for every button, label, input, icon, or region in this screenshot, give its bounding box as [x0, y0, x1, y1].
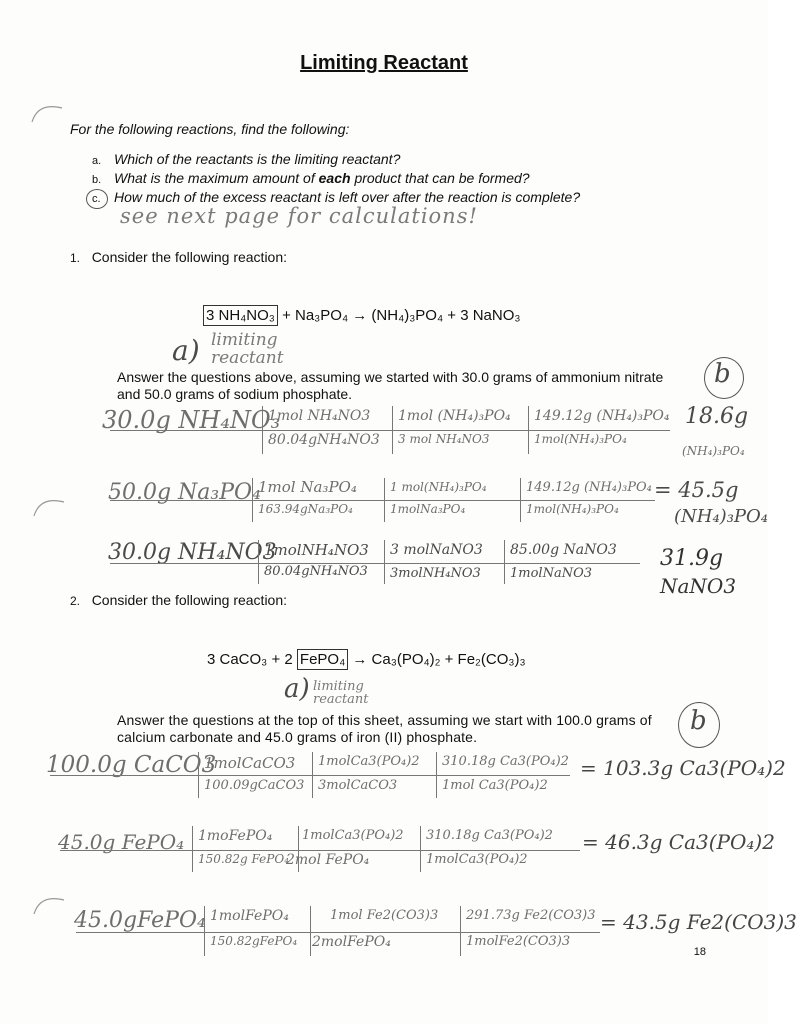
calc-denominator: 1molNaNO3 [510, 566, 593, 581]
question-b: b. What is the maximum amount of each product that can be formed? [92, 170, 530, 186]
calc-result: = 43.5g Fe2(CO3)3 [600, 910, 797, 934]
problem-2-equation: 3 CaCO₃ + 2 FePO₄ → Ca₃(PO₄)₂ + Fe₂(CO₃)₃ [207, 651, 526, 668]
calc-denominator: 1mol Ca3(PO₄)2 [442, 778, 548, 793]
calc-denominator: 80.04gNH₄NO3 [268, 432, 380, 448]
calc-numerator: 1molNH₄NO3 [264, 541, 369, 559]
annotation-b: b [690, 706, 707, 736]
question-a: a. Which of the reactants is the limiting reactant? [92, 151, 401, 167]
calc-result-unit: (NH₄)₃PO₄ [674, 506, 769, 527]
calc-result: = 45.5g [654, 478, 739, 502]
calc-start: 30.0g NH₄NO3 [108, 540, 277, 565]
calc-denominator: 1molFe2(CO3)3 [466, 934, 571, 949]
calc-numerator: 1molFePO₄ [210, 908, 289, 924]
question-marker: c. [92, 193, 101, 205]
calc-denominator: 3molNH₄NO3 [390, 566, 481, 581]
calc-numerator: 1mol Fe2(CO3)3 [330, 908, 439, 923]
annotation-a: a) [172, 334, 200, 367]
calc-numerator: 85.00g NaNO3 [510, 542, 617, 558]
calc-numerator: 1mol NH₄NO3 [268, 408, 371, 424]
margin-mark-icon [28, 98, 68, 128]
calc-result: = 46.3g Ca3(PO₄)2 [582, 830, 775, 854]
calc-numerator: 149.12g (NH₄)₃PO₄ [526, 480, 652, 495]
calc-numerator: 149.12g (NH₄)₃PO₄ [534, 408, 670, 424]
calc-denominator: 3molCaCO3 [318, 778, 398, 793]
calc-result: 18.6g [685, 404, 749, 429]
calc-denominator: 150.82gFePO₄ [210, 934, 298, 948]
calc-numerator: 1 mol(NH₄)₃PO₄ [390, 480, 487, 494]
problem-2-prompt: 2. Consider the following reaction: [70, 592, 288, 608]
calc-result-unit: (NH₄)₃PO₄ [682, 444, 745, 458]
margin-mark-icon [30, 492, 70, 522]
problem-2-instruction: Answer the questions at the top of this sheet, assuming we start with 100.0 grams of calcium carbonate and 45.0 grams of iron (II) phosphate. [117, 712, 652, 745]
calc-numerator: 1moFePO₄ [198, 828, 273, 844]
calc-denominator: 2mol FePO₄ [286, 852, 370, 868]
calc-denominator: 163.94gNa₃PO₄ [258, 502, 353, 516]
problem-1-equation: 3 NH₄NO₃ + Na₃PO₄ → (NH₄)₃PO₄ + 3 NaNO₃ [203, 307, 520, 324]
question-marker: a. [92, 155, 102, 167]
calc-numerator: 310.18g Ca3(PO₄)2 [426, 828, 553, 843]
calc-denominator: 100.09gCaCO3 [204, 778, 305, 793]
page-number: 18 [693, 946, 706, 958]
calc-denominator: 3 mol NH₄NO3 [398, 432, 490, 446]
calc-start: 50.0g Na₃PO₄ [108, 480, 261, 505]
calc-start: 45.0g FePO₄ [58, 830, 185, 854]
calc-start: 100.0g CaCO3 [46, 752, 217, 778]
calc-denominator: 150.82g FePO₄ [198, 852, 289, 866]
calc-denominator: 2molFePO₄ [312, 934, 391, 950]
calc-numerator: 291.73g Fe2(CO3)3 [466, 908, 596, 923]
annotation-b: b [714, 359, 731, 389]
calc-numerator: 1molCa3(PO₄)2 [302, 828, 404, 843]
limiting-reactant-box: 3 NH₄NO₃ [203, 305, 278, 326]
calc-denominator: 1molCa3(PO₄)2 [426, 852, 528, 867]
instructions-intro: For the following reactions, find the following: [70, 121, 350, 137]
calc-numerator: 3 molNaNO3 [390, 542, 483, 558]
calc-result: = 103.3g Ca3(PO₄)2 [580, 756, 786, 780]
page-title: Limiting Reactant [300, 52, 468, 74]
calc-numerator: 310.18g Ca3(PO₄)2 [442, 754, 569, 769]
problem-1-instruction: Answer the questions above, assuming we started with 30.0 grams of ammonium nitrate and 50.0 grams of sodium phosphate. [117, 369, 664, 402]
margin-mark-icon [30, 890, 70, 920]
calc-numerator: 1mol Na₃PO₄ [258, 478, 357, 496]
calc-start: 30.0g NH₄NO₃ [102, 406, 281, 434]
calc-denominator: 80.04gNH₄NO3 [264, 564, 368, 579]
annotation-limiting-reactant: limiting reactant [211, 330, 284, 368]
calc-numerator: 1molCaCO3 [204, 754, 296, 772]
question-c: c. How much of the excess reactant is left over after the reaction is complete? [92, 189, 581, 205]
calc-numerator: 1mol (NH₄)₃PO₄ [398, 408, 511, 424]
calc-result-unit: NaNO3 [660, 574, 737, 598]
question-marker: b. [92, 174, 102, 186]
annotation-limiting-reactant: limiting reactant [313, 679, 369, 707]
annotation-a: a) [284, 674, 310, 704]
circle-mark-icon [86, 189, 108, 209]
limiting-reactant-box: FePO₄ [297, 649, 348, 670]
calc-denominator: 1molNa₃PO₄ [390, 502, 466, 516]
calc-start: 45.0gFePO₄ [74, 908, 206, 933]
calc-denominator: 1mol(NH₄)₃PO₄ [534, 432, 627, 446]
calc-denominator: 1mol(NH₄)₃PO₄ [526, 502, 619, 516]
calc-result: 31.9g [660, 546, 724, 571]
problem-1-prompt: 1. Consider the following reaction: [70, 249, 288, 265]
handwritten-note: see next page for calculations! [120, 204, 478, 228]
calc-numerator: 1molCa3(PO₄)2 [318, 754, 420, 769]
